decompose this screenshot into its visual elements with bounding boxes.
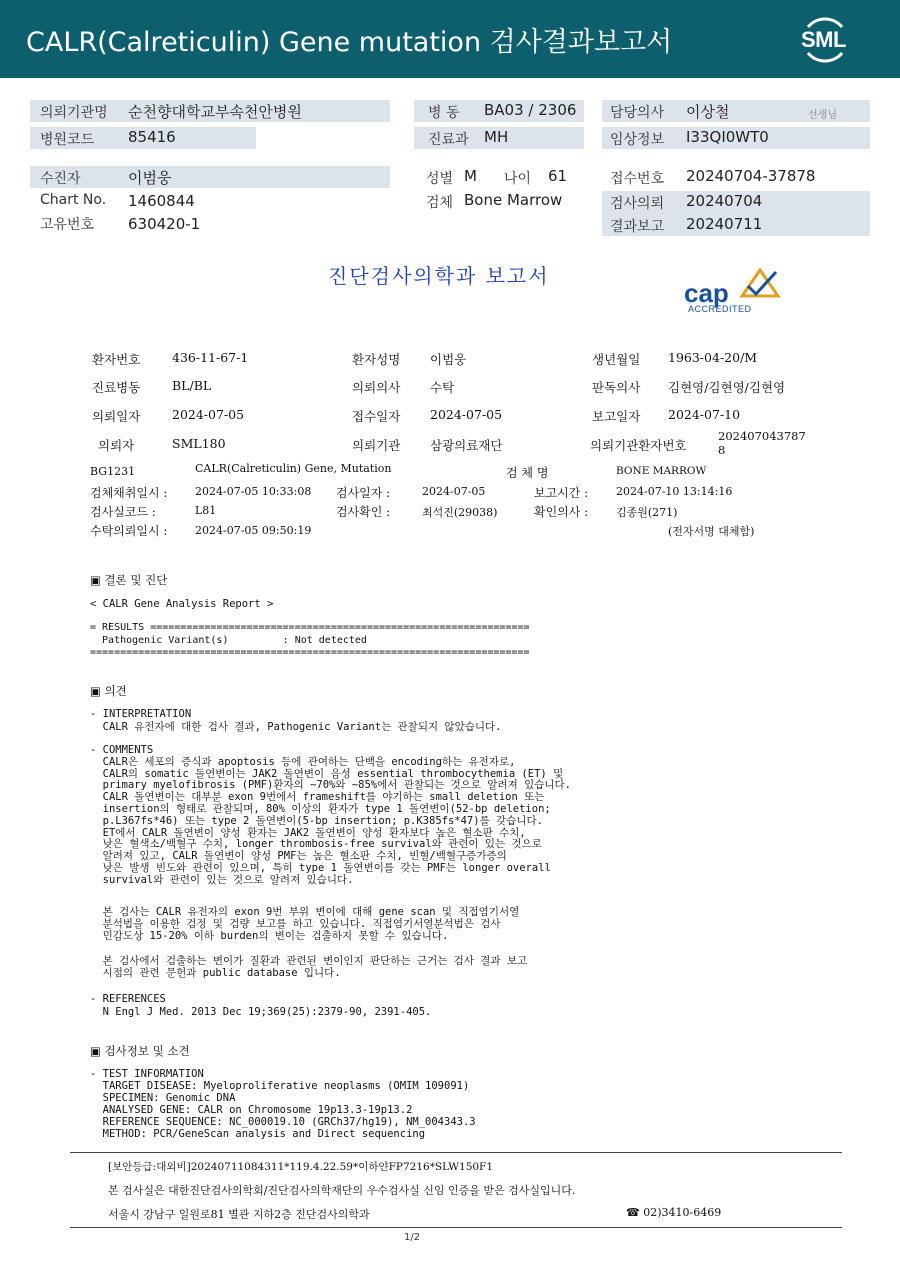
- r1-value-b: 이범웅: [430, 352, 467, 367]
- clinical-label: 임상정보: [610, 132, 665, 148]
- sml-logo-text: SML: [801, 27, 846, 52]
- page-number: 1/2: [404, 1232, 421, 1243]
- report-title: 진단검사의학과 보고서: [328, 264, 550, 288]
- confirm-doc-label: 확인의사 :: [534, 505, 589, 519]
- r3-label-a: 의뢰일자: [92, 409, 141, 424]
- sex-label: 성별: [426, 171, 454, 187]
- r1-label-a: 환자번호: [92, 352, 141, 367]
- receipt-label: 접수번호: [610, 171, 665, 187]
- test-date-label: 검사일자 :: [336, 486, 391, 500]
- hosp-code-value: 85416: [128, 128, 176, 146]
- opinion-title: ▣ 의견: [90, 684, 127, 698]
- req-time-value: 2024-07-05 09:50:19: [195, 524, 312, 537]
- req-time-label: 수탁의뢰일시 :: [90, 524, 168, 538]
- r1-value-c: 1963-04-20/M: [668, 350, 758, 365]
- specimen-label: 검체: [426, 195, 454, 211]
- hosp-code-label: 병원코드: [40, 132, 95, 148]
- confirm-value: 최석진(29038): [422, 506, 498, 519]
- r3-value-c: 2024-07-10: [668, 407, 741, 422]
- clinical-value: I33QI0WT0: [686, 128, 769, 146]
- interpretation-block: - INTERPRETATION CALR 유전자에 대한 검사 결과, Pathogenic Variant는 관찰되지 않았습니다.: [90, 708, 502, 733]
- uid-value: 630420-1: [128, 215, 201, 233]
- specimen-name-label: 검 체 명: [506, 466, 549, 480]
- testinfo-title: ▣ 검사정보 및 소견: [90, 1044, 190, 1058]
- ward-label: 병 동: [428, 105, 460, 121]
- sex-value: M: [464, 167, 477, 185]
- references-block: - REFERENCES N Engl J Med. 2013 Dec 19;369(25):2379-90, 2391-405.: [90, 993, 432, 1018]
- r4-label-a: 의뢰자: [98, 438, 135, 453]
- footer-divider-top: [70, 1152, 842, 1153]
- testinfo-block: - TEST INFORMATION TARGET DISEASE: Myeloproliferative neoplasms (OMIM 109091) SPECIMEN: Genomic DNA ANALYSED GENE: CALR on Chromosome 19p13.3-19p13.2 REFERENCE SEQUENCE: NC_000019.10 (GRCh37/hg19), NM_004343.3 METHOD: PCR/GeneScan analysis and Direct sequencing: [90, 1068, 476, 1140]
- conclusion-title: ▣ 결론 및 진단: [90, 573, 168, 587]
- test-name: CALR(Calreticulin) Gene, Mutation: [195, 462, 392, 475]
- age-value: 61: [548, 167, 568, 185]
- esign-note: (전자서명 대체함): [668, 525, 755, 538]
- doctor-label: 담당의사: [610, 105, 665, 121]
- report-name: < CALR Gene Analysis Report >: [90, 598, 274, 610]
- receipt-value: 20240704-37878: [686, 167, 816, 185]
- confirm-label: 검사확인 :: [336, 505, 391, 519]
- r1-value-a: 436-11-67-1: [172, 350, 249, 365]
- specimen-value: Bone Marrow: [464, 191, 563, 209]
- r2-value-c: 김현영/김현영/김현영: [668, 380, 786, 395]
- req-inst-value: 순천향대학교부속천안병원: [128, 103, 302, 121]
- report-time-label: 보고시간 :: [534, 486, 589, 500]
- r2-label-c: 판독의사: [592, 380, 641, 395]
- doctor-suffix: 선생님: [808, 110, 837, 121]
- r1-label-b: 환자성명: [352, 352, 401, 367]
- r4-value-c2: 8: [718, 443, 726, 457]
- result-value: 20240711: [686, 215, 763, 233]
- results-block: = RESULTS =============================================================== Pathogenic Variant(s) : Not detected =========================================================================: [90, 622, 530, 659]
- comments-block: - COMMENTS CALR은 세포의 증식과 apoptosis 등에 관여하는 단백을 encoding하는 유전자로, CALR의 somatic 돌연변이는 JAK2 돌연변이 음성 essential thrombocythemia (ET) 및 primary myelofibrosis (PMF)환자의 ~70%와 ~85%에서 관찰되는 것으로 알려져 있습니다. CALR 돌연변이는 대부분 exon 9번에서 frameshift를 야기하는 small deletion 또는 insertion의 형태로 관찰되며, 80% 이상의 환자가 type 1 돌연변이(52-bp deletion; p.L367fs*46) 또는 type 2 돌연변이(5-bp insertion; p.K385fs*47)를 갖습니다. ET에서 CALR 돌연변이 양성 환자는 JAK2 돌연변이 양성 환자보다 높은 혈소판 수치, 낮은 혈색소/백혈구 수치, longer thrombosis-free survival와 관련이 있는 것으로 알려져 있고, CALR 돌연변이 양성 PMF는 높은 혈소판 수치, 빈혈/백혈구증가증의 낮은 발생 빈도와 관련이 있으며, 특히 type 1 돌연변이를 갖는 PMF는 longer overall survival와 관련이 있는 것으로 알려져 있습니다.: [90, 744, 572, 886]
- chart-label: Chart No.: [40, 192, 107, 208]
- test-date-value: 2024-07-05: [422, 485, 486, 498]
- r3-value-b: 2024-07-05: [430, 407, 503, 422]
- r2-value-a: BL/BL: [172, 378, 212, 393]
- footer-divider-bottom: [70, 1227, 842, 1228]
- result-label: 결과보고: [610, 219, 665, 235]
- chart-value: 1460844: [128, 192, 195, 210]
- r4-value-b: 삼광의료재단: [430, 438, 503, 453]
- r2-label-b: 의뢰의사: [352, 380, 401, 395]
- cap-logo-text: cap: [684, 278, 729, 308]
- r4-label-c: 의뢰기관환자번호: [590, 438, 687, 453]
- r3-value-a: 2024-07-05: [172, 407, 245, 422]
- cap-logo: [684, 268, 794, 318]
- dept-value: MH: [484, 128, 509, 146]
- security-line: [보안등급:대외비]20240711084311*119.4.22.59*이하얀FP7216*SLW150F1: [108, 1161, 494, 1173]
- dept-label: 진료과: [428, 132, 469, 148]
- ward-value: BA03 / 2306: [484, 101, 577, 119]
- testreq-value: 20240704: [686, 192, 763, 210]
- r1-label-c: 생년월일: [592, 352, 641, 367]
- test-code: BG1231: [90, 465, 136, 478]
- r2-label-a: 진료병동: [92, 380, 141, 395]
- age-label: 나이: [504, 171, 532, 187]
- patient-label: 수진자: [40, 171, 81, 187]
- r3-label-c: 보고일자: [592, 409, 641, 424]
- cap-check-icon: [738, 268, 782, 300]
- lab-code-label: 검사실코드 :: [90, 505, 156, 519]
- report-time-value: 2024-07-10 13:14:16: [616, 485, 733, 498]
- certification-line: 본 검사실은 대한진단검사의학회/진단검사의학재단의 우수검사실 신임 인증을 받은 검사실입니다.: [108, 1184, 576, 1197]
- patient-bar: [30, 166, 390, 188]
- r4-value-a: SML180: [172, 436, 226, 451]
- address-line: 서울시 강남구 일원로81 별관 지하2층 진단검사의학과: [108, 1208, 370, 1221]
- sml-logo: [798, 13, 852, 65]
- phone-line: ☎ 02)3410-6469: [626, 1206, 722, 1219]
- comments-block-2: 본 검사는 CALR 유전자의 exon 9번 부위 변이에 대해 gene scan 및 직접염기서열 분석법을 이용한 검정 및 검량 보고를 하고 있습니다. 직접염기서열분석법은 검사 민감도상 15-20% 이하 burden의 변이는 검출하지 못할 수 있습니다.: [102, 906, 520, 942]
- page-title: CALR(Calreticulin) Gene mutation 검사결과보고서: [26, 27, 673, 58]
- comments-block-3: 본 검사에서 검출하는 변이가 질환과 관련된 변이인지 판단하는 근거는 검사 결과 보고 시점의 관련 문헌과 public database 입니다.: [102, 955, 528, 979]
- specimen-name-value: BONE MARROW: [616, 465, 707, 477]
- lab-code-value: L81: [195, 504, 217, 517]
- req-inst-label: 의뢰기관명: [40, 105, 108, 121]
- r4-label-b: 의뢰기관: [352, 438, 401, 453]
- uid-label: 고유번호: [40, 217, 95, 233]
- collect-value: 2024-07-05 10:33:08: [195, 485, 312, 498]
- cap-accredited-text: ACCREDITED: [688, 304, 752, 314]
- confirm-doc-value: 김종원(271): [616, 506, 678, 519]
- patient-value: 이범웅: [128, 169, 172, 187]
- r4-value-c: 202407043787: [718, 429, 806, 443]
- collect-label: 검체채취일시 :: [90, 486, 168, 500]
- r2-value-b: 수탁: [430, 380, 455, 395]
- r3-label-b: 접수일자: [352, 409, 401, 424]
- doctor-value: 이상철: [686, 103, 730, 121]
- testreq-label: 검사의뢰: [610, 196, 665, 212]
